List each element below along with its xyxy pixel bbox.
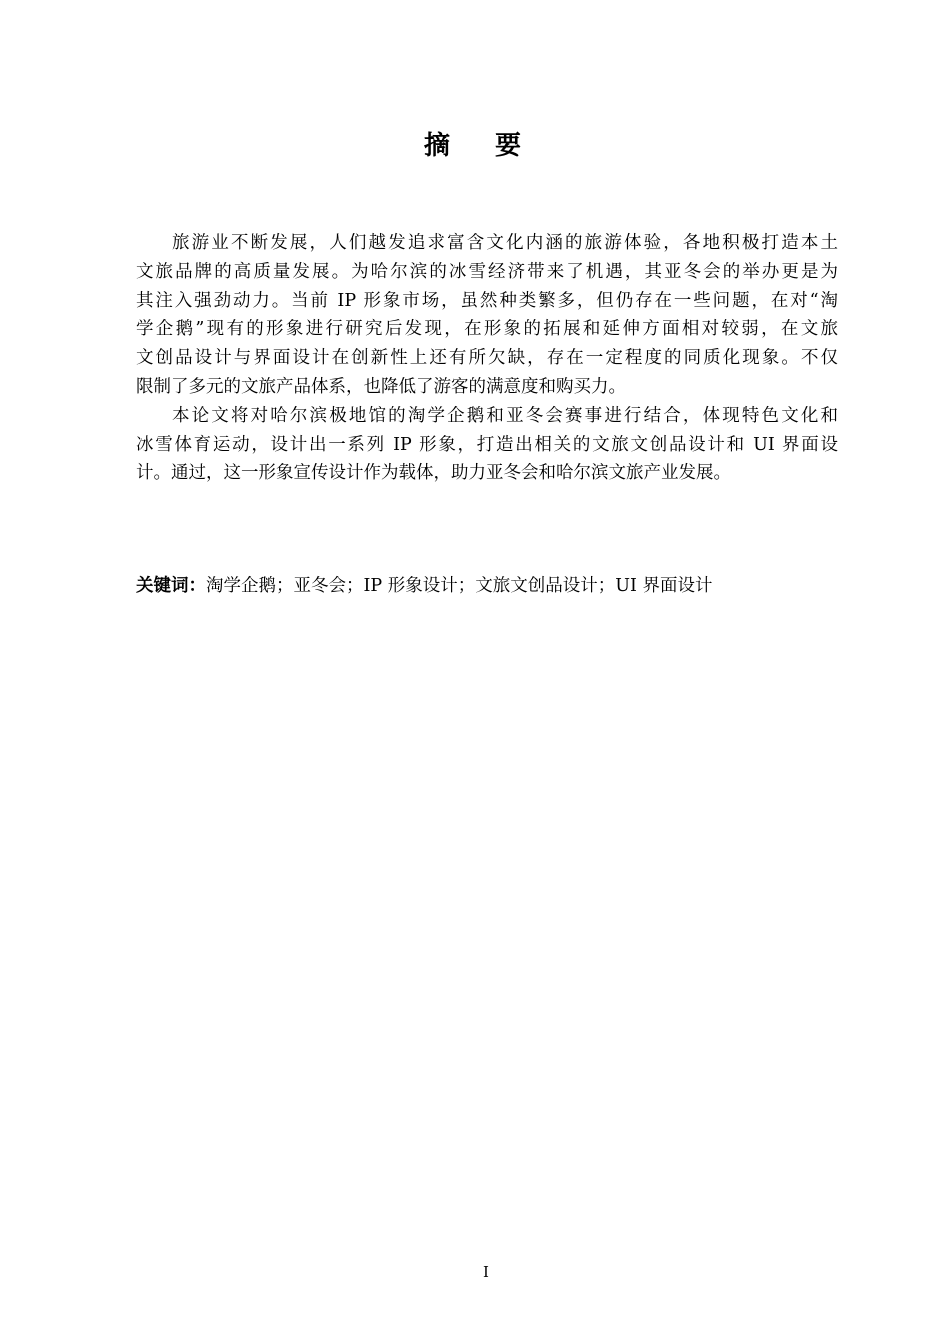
keywords-text: 淘学企鹅；亚冬会；IP 形象设计；文旅文创品设计；UI 界面设计 <box>206 576 713 596</box>
text-line: 其注入强劲动力。当前 IP 形象市场，虽然种类繁多，但仍存在一些问题，在对“淘 <box>136 290 838 311</box>
text-line: 限制了多元的文旅产品体系，也降低了游客的满意度和购买力。 <box>136 376 626 397</box>
page-title: 摘要 <box>423 131 566 161</box>
text-line: 本论文将对哈尔滨极地馆的淘学企鹅和亚冬会赛事进行结合，体现特色文化和 <box>172 405 838 426</box>
text-line: 文创品设计与界面设计在创新性上还有所欠缺，存在一定程度的同质化现象。不仅 <box>136 348 838 369</box>
text-line: 旅游业不断发展，人们越发追求富含文化内涵的旅游体验，各地积极打造本土 <box>172 233 838 253</box>
text-line: 文旅品牌的高质量发展。为哈尔滨的冰雪经济带来了机遇，其亚冬会的举办更是为 <box>136 261 838 282</box>
text-line: 学企鹅”现有的形象进行研究后发现，在形象的拓展和延伸方面相对较弱，在文旅 <box>136 319 838 340</box>
text-line: 计。通过，这一形象宣传设计作为载体，助力亚冬会和哈尔滨文旅产业发展。 <box>136 463 731 484</box>
abstract-body <box>136 229 838 488</box>
paragraph <box>136 229 838 402</box>
page-number: I <box>483 1263 489 1281</box>
keywords-label: 关键词： <box>136 576 206 596</box>
text-line: 冰雪体育运动，设计出一系列 IP 形象，打造出相关的文旅文创品设计和 UI 界面设 <box>136 434 838 455</box>
paragraph <box>136 402 838 488</box>
keywords <box>136 572 712 600</box>
